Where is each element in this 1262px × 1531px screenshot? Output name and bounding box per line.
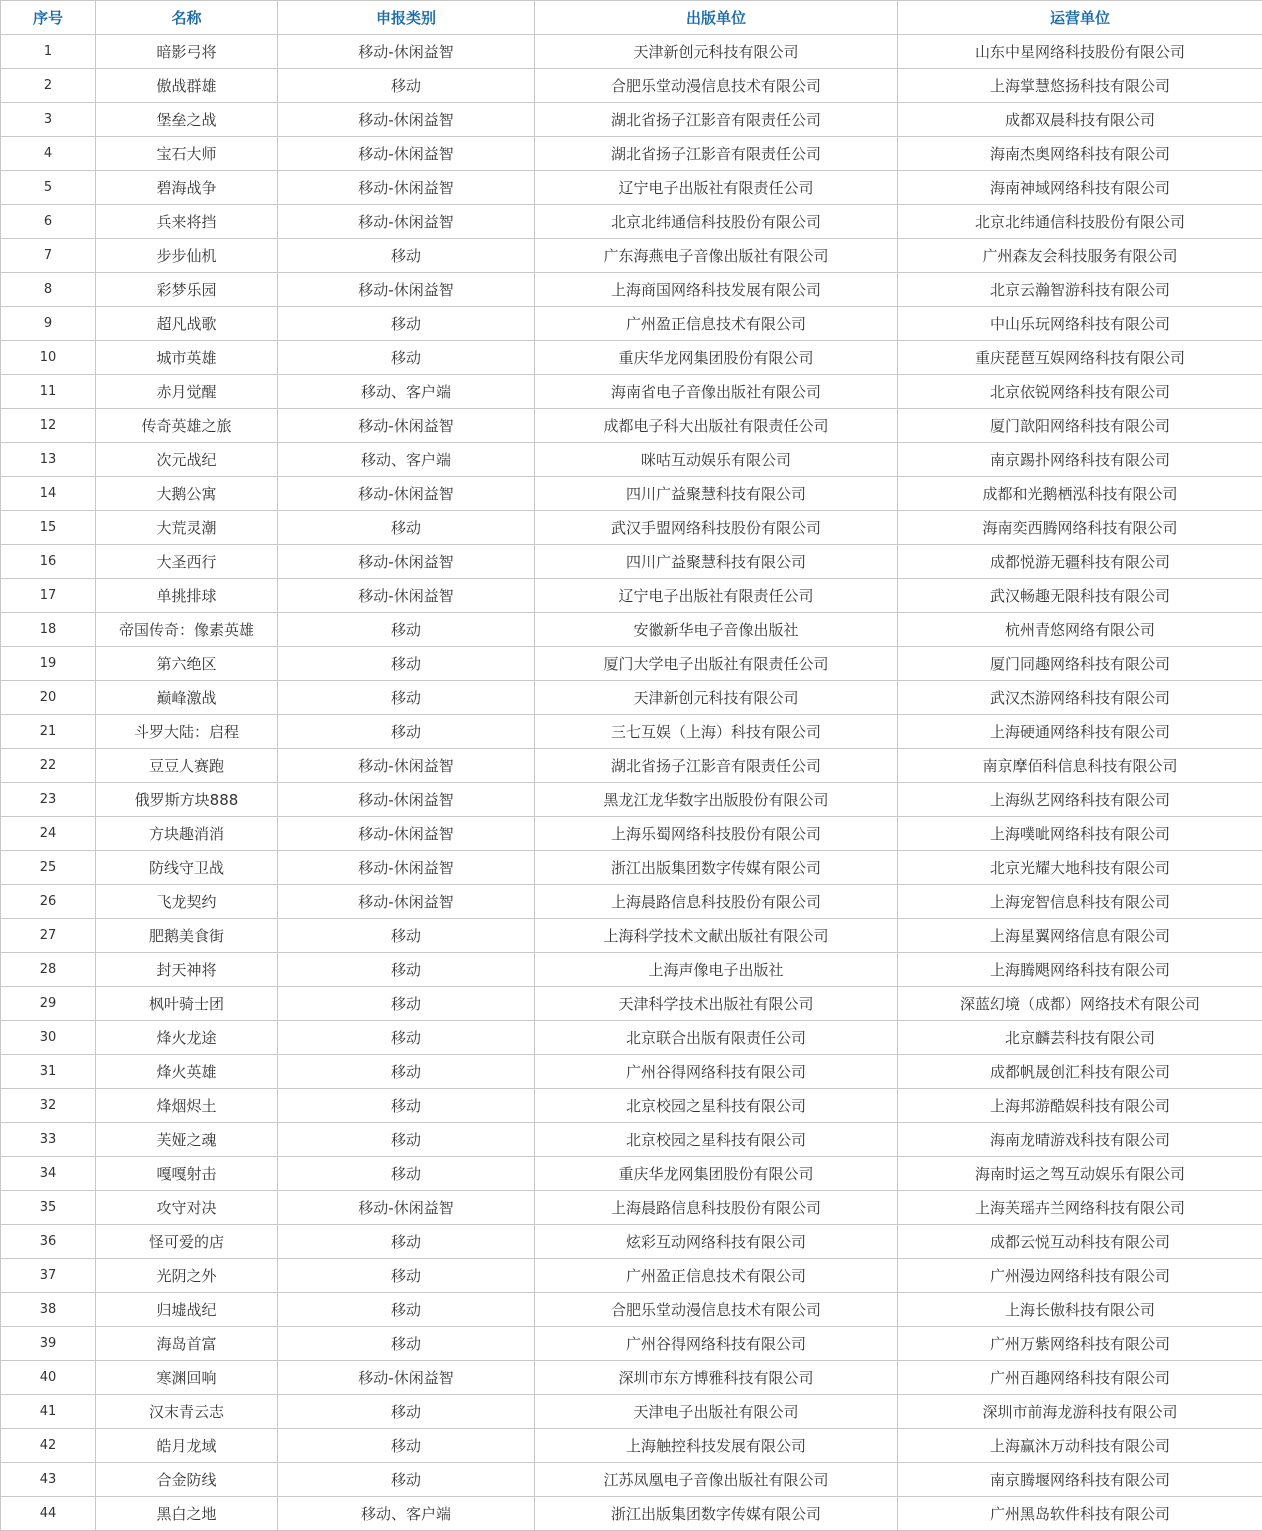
cell-category: 移动 xyxy=(278,1293,535,1327)
cell-name: 芙娅之魂 xyxy=(96,1123,278,1157)
cell-category: 移动-休闲益智 xyxy=(278,205,535,239)
cell-publisher: 四川广益聚慧科技有限公司 xyxy=(535,477,898,511)
cell-index: 27 xyxy=(1,919,96,953)
table-row xyxy=(1,715,1262,749)
cell-publisher: 上海晨路信息科技股份有限公司 xyxy=(535,1191,898,1225)
cell-category: 移动-休闲益智 xyxy=(278,851,535,885)
cell-category: 移动 xyxy=(278,307,535,341)
cell-operator: 上海芙瑶卉兰网络科技有限公司 xyxy=(898,1191,1262,1225)
cell-name: 碧海战争 xyxy=(96,171,278,205)
header-index: 序号 xyxy=(1,1,96,35)
cell-publisher: 上海触控科技发展有限公司 xyxy=(535,1429,898,1463)
table-row xyxy=(1,1395,1262,1429)
cell-category: 移动、客户端 xyxy=(278,443,535,477)
cell-name: 皓月龙域 xyxy=(96,1429,278,1463)
table-row xyxy=(1,1225,1262,1259)
cell-category: 移动-休闲益智 xyxy=(278,137,535,171)
cell-name: 黑白之地 xyxy=(96,1497,278,1531)
cell-name: 单挑排球 xyxy=(96,579,278,613)
cell-category: 移动 xyxy=(278,1157,535,1191)
cell-index: 10 xyxy=(1,341,96,375)
table-row xyxy=(1,1021,1262,1055)
cell-operator: 深蓝幻境（成都）网络技术有限公司 xyxy=(898,987,1262,1021)
cell-publisher: 广州谷得网络科技有限公司 xyxy=(535,1055,898,1089)
cell-name: 第六绝区 xyxy=(96,647,278,681)
cell-publisher: 天津电子出版社有限公司 xyxy=(535,1395,898,1429)
cell-publisher: 上海乐蜀网络科技股份有限公司 xyxy=(535,817,898,851)
table-row xyxy=(1,103,1262,137)
cell-category: 移动 xyxy=(278,1429,535,1463)
cell-category: 移动-休闲益智 xyxy=(278,171,535,205)
cell-operator: 海南时运之驾互动娱乐有限公司 xyxy=(898,1157,1262,1191)
cell-name: 豆豆人赛跑 xyxy=(96,749,278,783)
cell-operator: 北京光耀大地科技有限公司 xyxy=(898,851,1262,885)
cell-operator: 北京依锐网络科技有限公司 xyxy=(898,375,1262,409)
cell-index: 16 xyxy=(1,545,96,579)
table-row xyxy=(1,1463,1262,1497)
cell-index: 36 xyxy=(1,1225,96,1259)
cell-operator: 成都和光鹅栖泓科技有限公司 xyxy=(898,477,1262,511)
cell-publisher: 炫彩互动网络科技有限公司 xyxy=(535,1225,898,1259)
table-row xyxy=(1,1293,1262,1327)
cell-publisher: 广州盈正信息技术有限公司 xyxy=(535,1259,898,1293)
cell-name: 宝石大师 xyxy=(96,137,278,171)
table-row xyxy=(1,205,1262,239)
cell-category: 移动 xyxy=(278,1225,535,1259)
cell-name: 帝国传奇：像素英雄 xyxy=(96,613,278,647)
cell-publisher: 深圳市东方博雅科技有限公司 xyxy=(535,1361,898,1395)
cell-operator: 南京摩佰科信息科技有限公司 xyxy=(898,749,1262,783)
table-row xyxy=(1,1497,1262,1531)
cell-publisher: 广州盈正信息技术有限公司 xyxy=(535,307,898,341)
cell-name: 方块趣消消 xyxy=(96,817,278,851)
cell-index: 43 xyxy=(1,1463,96,1497)
cell-index: 21 xyxy=(1,715,96,749)
cell-publisher: 天津新创元科技有限公司 xyxy=(535,681,898,715)
cell-category: 移动 xyxy=(278,715,535,749)
table-row xyxy=(1,307,1262,341)
table-row xyxy=(1,1259,1262,1293)
cell-category: 移动-休闲益智 xyxy=(278,817,535,851)
table-row xyxy=(1,171,1262,205)
cell-operator: 上海噗呲网络科技有限公司 xyxy=(898,817,1262,851)
table-row xyxy=(1,681,1262,715)
cell-category: 移动-休闲益智 xyxy=(278,409,535,443)
cell-index: 15 xyxy=(1,511,96,545)
cell-publisher: 上海科学技术文献出版社有限公司 xyxy=(535,919,898,953)
table-body xyxy=(1,35,1262,1531)
table-row xyxy=(1,885,1262,919)
cell-index: 41 xyxy=(1,1395,96,1429)
cell-name: 合金防线 xyxy=(96,1463,278,1497)
cell-category: 移动 xyxy=(278,239,535,273)
cell-category: 移动-休闲益智 xyxy=(278,885,535,919)
cell-publisher: 北京北纬通信科技股份有限公司 xyxy=(535,205,898,239)
cell-category: 移动-休闲益智 xyxy=(278,783,535,817)
cell-index: 24 xyxy=(1,817,96,851)
cell-operator: 广州森友会科技服务有限公司 xyxy=(898,239,1262,273)
cell-index: 7 xyxy=(1,239,96,273)
cell-index: 1 xyxy=(1,35,96,69)
table-header xyxy=(1,1,1262,35)
cell-name: 怪可爱的店 xyxy=(96,1225,278,1259)
table-row xyxy=(1,137,1262,171)
cell-operator: 海南杰奥网络科技有限公司 xyxy=(898,137,1262,171)
cell-category: 移动-休闲益智 xyxy=(278,273,535,307)
table-row xyxy=(1,35,1262,69)
cell-index: 38 xyxy=(1,1293,96,1327)
cell-index: 31 xyxy=(1,1055,96,1089)
cell-name: 暗影弓将 xyxy=(96,35,278,69)
table-row xyxy=(1,1327,1262,1361)
header-name: 名称 xyxy=(96,1,278,35)
table-row xyxy=(1,69,1262,103)
cell-index: 30 xyxy=(1,1021,96,1055)
cell-publisher: 江苏凤凰电子音像出版社有限公司 xyxy=(535,1463,898,1497)
table-row xyxy=(1,851,1262,885)
cell-name: 枫叶骑士团 xyxy=(96,987,278,1021)
cell-operator: 上海掌慧悠扬科技有限公司 xyxy=(898,69,1262,103)
cell-name: 嘎嘎射击 xyxy=(96,1157,278,1191)
cell-name: 大鹅公寓 xyxy=(96,477,278,511)
cell-publisher: 天津科学技术出版社有限公司 xyxy=(535,987,898,1021)
cell-publisher: 北京联合出版有限责任公司 xyxy=(535,1021,898,1055)
cell-index: 3 xyxy=(1,103,96,137)
cell-name: 步步仙机 xyxy=(96,239,278,273)
cell-name: 彩梦乐园 xyxy=(96,273,278,307)
cell-name: 超凡战歌 xyxy=(96,307,278,341)
cell-category: 移动-休闲益智 xyxy=(278,477,535,511)
cell-name: 归墟战纪 xyxy=(96,1293,278,1327)
cell-index: 13 xyxy=(1,443,96,477)
cell-operator: 深圳市前海龙游科技有限公司 xyxy=(898,1395,1262,1429)
cell-category: 移动 xyxy=(278,681,535,715)
cell-operator: 上海星翼网络信息有限公司 xyxy=(898,919,1262,953)
cell-category: 移动、客户端 xyxy=(278,375,535,409)
cell-operator: 成都云悦互动科技有限公司 xyxy=(898,1225,1262,1259)
cell-publisher: 合肥乐堂动漫信息技术有限公司 xyxy=(535,69,898,103)
cell-index: 5 xyxy=(1,171,96,205)
cell-category: 移动 xyxy=(278,511,535,545)
cell-name: 海岛首富 xyxy=(96,1327,278,1361)
cell-name: 次元战纪 xyxy=(96,443,278,477)
cell-index: 22 xyxy=(1,749,96,783)
cell-index: 34 xyxy=(1,1157,96,1191)
cell-name: 城市英雄 xyxy=(96,341,278,375)
cell-publisher: 重庆华龙网集团股份有限公司 xyxy=(535,1157,898,1191)
cell-index: 11 xyxy=(1,375,96,409)
cell-operator: 上海长傲科技有限公司 xyxy=(898,1293,1262,1327)
cell-publisher: 湖北省扬子江影音有限责任公司 xyxy=(535,103,898,137)
cell-category: 移动 xyxy=(278,987,535,1021)
cell-operator: 上海纵艺网络科技有限公司 xyxy=(898,783,1262,817)
cell-publisher: 海南省电子音像出版社有限公司 xyxy=(535,375,898,409)
cell-category: 移动、客户端 xyxy=(278,1497,535,1531)
cell-category: 移动 xyxy=(278,1327,535,1361)
header-category: 申报类别 xyxy=(278,1,535,35)
cell-category: 移动 xyxy=(278,69,535,103)
cell-index: 33 xyxy=(1,1123,96,1157)
cell-operator: 中山乐玩网络科技有限公司 xyxy=(898,307,1262,341)
cell-publisher: 广东海燕电子音像出版社有限公司 xyxy=(535,239,898,273)
cell-operator: 南京腾堰网络科技有限公司 xyxy=(898,1463,1262,1497)
cell-publisher: 湖北省扬子江影音有限责任公司 xyxy=(535,749,898,783)
cell-index: 18 xyxy=(1,613,96,647)
cell-publisher: 辽宁电子出版社有限责任公司 xyxy=(535,171,898,205)
cell-operator: 重庆琵琶互娱网络科技有限公司 xyxy=(898,341,1262,375)
cell-category: 移动-休闲益智 xyxy=(278,579,535,613)
cell-operator: 北京北纬通信科技股份有限公司 xyxy=(898,205,1262,239)
cell-index: 35 xyxy=(1,1191,96,1225)
cell-index: 39 xyxy=(1,1327,96,1361)
cell-index: 2 xyxy=(1,69,96,103)
cell-index: 6 xyxy=(1,205,96,239)
cell-category: 移动 xyxy=(278,1089,535,1123)
cell-name: 烽火龙途 xyxy=(96,1021,278,1055)
cell-category: 移动 xyxy=(278,613,535,647)
cell-publisher: 合肥乐堂动漫信息技术有限公司 xyxy=(535,1293,898,1327)
cell-operator: 成都双晨科技有限公司 xyxy=(898,103,1262,137)
cell-operator: 杭州青悠网络有限公司 xyxy=(898,613,1262,647)
cell-publisher: 厦门大学电子出版社有限责任公司 xyxy=(535,647,898,681)
cell-operator: 海南龙晴游戏科技有限公司 xyxy=(898,1123,1262,1157)
cell-operator: 武汉畅趣无限科技有限公司 xyxy=(898,579,1262,613)
cell-publisher: 上海晨路信息科技股份有限公司 xyxy=(535,885,898,919)
cell-operator: 广州黑岛软件科技有限公司 xyxy=(898,1497,1262,1531)
cell-category: 移动-休闲益智 xyxy=(278,35,535,69)
cell-category: 移动-休闲益智 xyxy=(278,545,535,579)
table-row xyxy=(1,953,1262,987)
table-row xyxy=(1,375,1262,409)
cell-publisher: 浙江出版集团数字传媒有限公司 xyxy=(535,1497,898,1531)
cell-operator: 厦门歆阳网络科技有限公司 xyxy=(898,409,1262,443)
table-row xyxy=(1,817,1262,851)
cell-publisher: 咪咕互动娱乐有限公司 xyxy=(535,443,898,477)
cell-category: 移动 xyxy=(278,1123,535,1157)
header-operator: 运营单位 xyxy=(898,1,1262,35)
cell-publisher: 上海商国网络科技发展有限公司 xyxy=(535,273,898,307)
table-row xyxy=(1,1191,1262,1225)
cell-category: 移动 xyxy=(278,1021,535,1055)
cell-index: 29 xyxy=(1,987,96,1021)
cell-index: 26 xyxy=(1,885,96,919)
cell-category: 移动 xyxy=(278,1055,535,1089)
table-row xyxy=(1,1429,1262,1463)
cell-index: 44 xyxy=(1,1497,96,1531)
cell-name: 飞龙契约 xyxy=(96,885,278,919)
cell-name: 攻守对决 xyxy=(96,1191,278,1225)
cell-name: 兵来将挡 xyxy=(96,205,278,239)
cell-name: 防线守卫战 xyxy=(96,851,278,885)
cell-name: 大荒灵潮 xyxy=(96,511,278,545)
cell-index: 4 xyxy=(1,137,96,171)
cell-index: 14 xyxy=(1,477,96,511)
cell-name: 傲战群雄 xyxy=(96,69,278,103)
cell-operator: 山东中星网络科技股份有限公司 xyxy=(898,35,1262,69)
table-row xyxy=(1,1089,1262,1123)
table-row xyxy=(1,987,1262,1021)
cell-operator: 广州万紫网络科技有限公司 xyxy=(898,1327,1262,1361)
cell-name: 俄罗斯方块888 xyxy=(96,783,278,817)
cell-category: 移动-休闲益智 xyxy=(278,749,535,783)
cell-name: 烽火英雄 xyxy=(96,1055,278,1089)
cell-publisher: 安徽新华电子音像出版社 xyxy=(535,613,898,647)
cell-publisher: 四川广益聚慧科技有限公司 xyxy=(535,545,898,579)
cell-name: 汉末青云志 xyxy=(96,1395,278,1429)
cell-index: 20 xyxy=(1,681,96,715)
cell-publisher: 黑龙江龙华数字出版股份有限公司 xyxy=(535,783,898,817)
cell-operator: 北京云瀚智游科技有限公司 xyxy=(898,273,1262,307)
table-row xyxy=(1,545,1262,579)
cell-publisher: 成都电子科大出版社有限责任公司 xyxy=(535,409,898,443)
table-row xyxy=(1,647,1262,681)
table-row xyxy=(1,1157,1262,1191)
cell-publisher: 天津新创元科技有限公司 xyxy=(535,35,898,69)
cell-category: 移动 xyxy=(278,647,535,681)
cell-publisher: 三七互娱（上海）科技有限公司 xyxy=(535,715,898,749)
cell-name: 斗罗大陆：启程 xyxy=(96,715,278,749)
cell-name: 大圣西行 xyxy=(96,545,278,579)
cell-index: 17 xyxy=(1,579,96,613)
cell-category: 移动 xyxy=(278,919,535,953)
cell-index: 25 xyxy=(1,851,96,885)
cell-publisher: 北京校园之星科技有限公司 xyxy=(535,1123,898,1157)
cell-name: 封天神将 xyxy=(96,953,278,987)
cell-publisher: 重庆华龙网集团股份有限公司 xyxy=(535,341,898,375)
cell-publisher: 武汉手盟网络科技股份有限公司 xyxy=(535,511,898,545)
cell-index: 9 xyxy=(1,307,96,341)
table-row xyxy=(1,409,1262,443)
cell-name: 烽烟烬土 xyxy=(96,1089,278,1123)
cell-publisher: 浙江出版集团数字传媒有限公司 xyxy=(535,851,898,885)
table-row xyxy=(1,919,1262,953)
cell-operator: 厦门同趣网络科技有限公司 xyxy=(898,647,1262,681)
cell-index: 37 xyxy=(1,1259,96,1293)
table-row xyxy=(1,511,1262,545)
table-row xyxy=(1,1123,1262,1157)
cell-index: 40 xyxy=(1,1361,96,1395)
cell-operator: 海南神域网络科技有限公司 xyxy=(898,171,1262,205)
cell-category: 移动 xyxy=(278,1395,535,1429)
table-row xyxy=(1,613,1262,647)
cell-operator: 上海宠智信息科技有限公司 xyxy=(898,885,1262,919)
cell-category: 移动-休闲益智 xyxy=(278,103,535,137)
cell-operator: 上海赢沐万动科技有限公司 xyxy=(898,1429,1262,1463)
header-row xyxy=(1,1,1262,35)
header-publisher: 出版单位 xyxy=(535,1,898,35)
cell-name: 肥鹅美食街 xyxy=(96,919,278,953)
cell-name: 传奇英雄之旅 xyxy=(96,409,278,443)
cell-publisher: 广州谷得网络科技有限公司 xyxy=(535,1327,898,1361)
cell-operator: 上海硬通网络科技有限公司 xyxy=(898,715,1262,749)
cell-publisher: 辽宁电子出版社有限责任公司 xyxy=(535,579,898,613)
cell-operator: 广州漫边网络科技有限公司 xyxy=(898,1259,1262,1293)
cell-name: 巅峰激战 xyxy=(96,681,278,715)
cell-category: 移动 xyxy=(278,1463,535,1497)
cell-name: 寒渊回响 xyxy=(96,1361,278,1395)
cell-index: 28 xyxy=(1,953,96,987)
cell-operator: 广州百趣网络科技有限公司 xyxy=(898,1361,1262,1395)
table-row xyxy=(1,1361,1262,1395)
cell-index: 8 xyxy=(1,273,96,307)
cell-publisher: 北京校园之星科技有限公司 xyxy=(535,1089,898,1123)
cell-operator: 海南奕西腾网络科技有限公司 xyxy=(898,511,1262,545)
cell-category: 移动 xyxy=(278,953,535,987)
cell-operator: 南京踢扑网络科技有限公司 xyxy=(898,443,1262,477)
table-row xyxy=(1,273,1262,307)
table-row xyxy=(1,579,1262,613)
cell-operator: 成都悦游无疆科技有限公司 xyxy=(898,545,1262,579)
cell-category: 移动 xyxy=(278,341,535,375)
cell-operator: 北京麟芸科技有限公司 xyxy=(898,1021,1262,1055)
table-row xyxy=(1,749,1262,783)
cell-index: 42 xyxy=(1,1429,96,1463)
cell-index: 19 xyxy=(1,647,96,681)
table-row xyxy=(1,443,1262,477)
table-row xyxy=(1,341,1262,375)
cell-operator: 上海邦游酷娱科技有限公司 xyxy=(898,1089,1262,1123)
table-row xyxy=(1,239,1262,273)
cell-index: 23 xyxy=(1,783,96,817)
table-row xyxy=(1,1055,1262,1089)
table-row xyxy=(1,477,1262,511)
cell-publisher: 上海声像电子出版社 xyxy=(535,953,898,987)
cell-index: 32 xyxy=(1,1089,96,1123)
cell-index: 12 xyxy=(1,409,96,443)
cell-name: 赤月觉醒 xyxy=(96,375,278,409)
cell-operator: 上海腾飓网络科技有限公司 xyxy=(898,953,1262,987)
cell-name: 堡垒之战 xyxy=(96,103,278,137)
cell-operator: 成都帆晟创汇科技有限公司 xyxy=(898,1055,1262,1089)
table-row xyxy=(1,783,1262,817)
cell-category: 移动-休闲益智 xyxy=(278,1191,535,1225)
cell-category: 移动-休闲益智 xyxy=(278,1361,535,1395)
cell-name: 光阴之外 xyxy=(96,1259,278,1293)
cell-category: 移动 xyxy=(278,1259,535,1293)
cell-publisher: 湖北省扬子江影音有限责任公司 xyxy=(535,137,898,171)
cell-operator: 武汉杰游网络科技有限公司 xyxy=(898,681,1262,715)
